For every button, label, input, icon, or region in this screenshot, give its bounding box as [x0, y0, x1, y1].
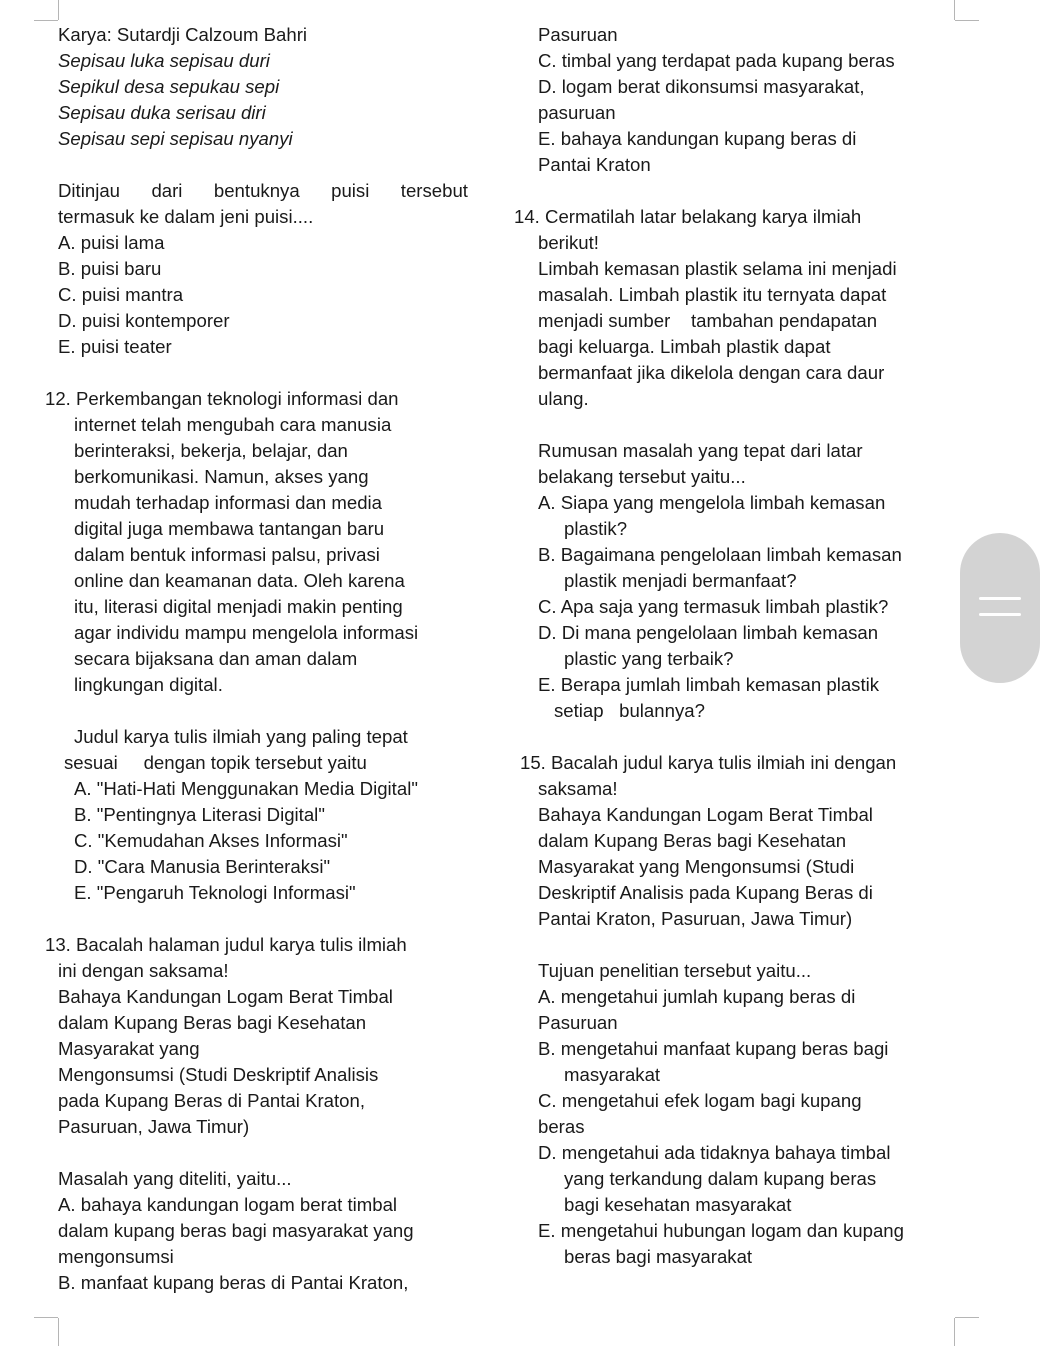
q14-line: 14. Cermatilah latar belakang karya ilmiah — [514, 206, 862, 227]
q13-line: Mengonsumsi (Studi Deskriptif Analisis — [58, 1064, 379, 1085]
q14-option: E. Berapa jumlah limbah kemasan plastik — [538, 674, 880, 695]
q15-line: Pantai Kraton, Pasuruan, Jawa Timur) — [538, 908, 853, 929]
q12-line: internet telah mengubah cara manusia — [74, 414, 392, 435]
q11-word: tersebut — [400, 180, 468, 201]
q15-option: A. mengetahui jumlah kupang beras di — [538, 986, 856, 1007]
q15-option: beras bagi masyarakat — [564, 1246, 753, 1267]
q15-option: B. mengetahui manfaat kupang beras bagi — [538, 1038, 889, 1059]
scroll-handle[interactable] — [960, 533, 1040, 683]
q15-line: Bahaya Kandungan Logam Berat Timbal — [538, 804, 873, 825]
q12-option: C. "Kemudahan Akses Informasi" — [74, 830, 348, 851]
q12-line: agar individu mampu mengelola informasi — [74, 622, 419, 643]
q15-line: dalam Kupang Beras bagi Kesehatan — [538, 830, 847, 851]
q13-line: ini dengan saksama! — [58, 960, 229, 981]
q14-line: Limbah kemasan plastik selama ini menjadi — [538, 258, 897, 279]
q15-line: Deskriptif Analisis pada Kupang Beras di — [538, 882, 873, 903]
q15-line: 15. Bacalah judul karya tulis ilmiah ini dengan — [520, 752, 897, 773]
q13-line: Pasuruan, Jawa Timur) — [58, 1116, 250, 1137]
q14-option: plastik? — [564, 518, 628, 539]
q13-option: A. bahaya kandungan logam berat timbal — [58, 1194, 398, 1215]
q11-option: C. puisi mantra — [58, 284, 184, 305]
crop-mark-bottom-left — [34, 1317, 58, 1346]
q12-line: mudah terhadap informasi dan media — [74, 492, 383, 513]
poem-author: Karya: Sutardji Calzoum Bahri — [58, 24, 308, 45]
q13-cont-line: pasuruan — [538, 102, 616, 123]
q11-stem-line2: termasuk ke dalam jeni puisi.... — [58, 206, 314, 227]
q12-line: online dan keamanan data. Oleh karena — [74, 570, 405, 591]
q14-line: ulang. — [538, 388, 589, 409]
q13-line: Masyarakat yang — [58, 1038, 200, 1059]
q13-line: dalam Kupang Beras bagi Kesehatan — [58, 1012, 367, 1033]
q12-line: berinteraksi, bekerja, belajar, dan — [74, 440, 348, 461]
q13-line: pada Kupang Beras di Pantai Kraton, — [58, 1090, 366, 1111]
poem-line: Sepisau luka sepisau duri — [58, 50, 270, 71]
q12-question: sesuai dengan topik tersebut yaitu — [64, 752, 367, 773]
q12-line: digital juga membawa tantangan baru — [74, 518, 385, 539]
q12-option: B. "Pentingnya Literasi Digital" — [74, 804, 325, 825]
q12-line: dalam bentuk informasi palsu, privasi — [74, 544, 380, 565]
q14-question: Rumusan masalah yang tepat dari latar — [538, 440, 863, 461]
q11-word: Ditinjau — [58, 180, 121, 201]
q11-option: B. puisi baru — [58, 258, 162, 279]
q14-option: plastik menjadi bermanfaat? — [564, 570, 797, 591]
q13-line: 13. Bacalah halaman judul karya tulis ilmiah — [45, 934, 407, 955]
q15-option: C. mengetahui efek logam bagi kupang — [538, 1090, 862, 1111]
q14-line: berikut! — [538, 232, 599, 253]
q13-question: Masalah yang diteliti, yaitu... — [58, 1168, 292, 1189]
q12-line: itu, literasi digital menjadi makin penting — [74, 596, 403, 617]
q11-option: E. puisi teater — [58, 336, 172, 357]
q15-option: beras — [538, 1116, 585, 1137]
q12-option: A. "Hati-Hati Menggunakan Media Digital" — [74, 778, 418, 799]
poem-line: Sepikul desa sepukau sepi — [58, 76, 280, 97]
q14-option: A. Siapa yang mengelola limbah kemasan — [538, 492, 886, 513]
q13-line: Bahaya Kandungan Logam Berat Timbal — [58, 986, 393, 1007]
q15-option: yang terkandung dalam kupang beras — [564, 1168, 877, 1189]
q13-cont-line: Pasuruan — [538, 24, 618, 45]
q15-option: Pasuruan — [538, 1012, 618, 1033]
q15-line: Masyarakat yang Mengonsumsi (Studi — [538, 856, 855, 877]
poem-line: Sepisau sepi sepisau nyanyi — [58, 128, 293, 149]
q11-word: bentuknya — [213, 180, 300, 201]
q15-question: Tujuan penelitian tersebut yaitu... — [538, 960, 812, 981]
q13-option: B. manfaat kupang beras di Pantai Kraton, — [58, 1272, 409, 1293]
q12-line: 12. Perkembangan teknologi informasi dan — [45, 388, 399, 409]
grip-line-icon — [979, 613, 1021, 616]
right-column — [514, 22, 954, 1270]
q12-line: berkomunikasi. Namun, akses yang — [74, 466, 369, 487]
q15-line: saksama! — [538, 778, 618, 799]
q12-line: lingkungan digital. — [74, 674, 223, 695]
q14-line: masalah. Limbah plastik itu ternyata dapat — [538, 284, 887, 305]
q15-option: masyarakat — [564, 1064, 661, 1085]
q14-option: D. Di mana pengelolaan limbah kemasan — [538, 622, 879, 643]
q11-stem-line — [58, 178, 468, 204]
q14-option: C. Apa saja yang termasuk limbah plastik? — [538, 596, 889, 617]
q14-option: setiap bulannya? — [554, 700, 705, 721]
q15-option: E. mengetahui hubungan logam dan kupang — [538, 1220, 904, 1241]
q13-cont-line: D. logam berat dikonsumsi masyarakat, — [538, 76, 865, 97]
q11-option: A. puisi lama — [58, 232, 165, 253]
q12-question: Judul karya tulis ilmiah yang paling tepat — [74, 726, 408, 747]
q14-line: bermanfaat jika dikelola dengan cara daur — [538, 362, 885, 383]
q15-option: D. mengetahui ada tidaknya bahaya timbal — [538, 1142, 891, 1163]
q12-line: secara bijaksana dan aman dalam — [74, 648, 358, 669]
poem-line: Sepisau duka serisau diri — [58, 102, 266, 123]
q11-word: dari — [151, 180, 183, 201]
crop-mark-top-right — [955, 0, 979, 21]
crop-mark-top-left — [34, 0, 58, 21]
q15-option: bagi kesehatan masyarakat — [564, 1194, 792, 1215]
q11-option: D. puisi kontemporer — [58, 310, 230, 331]
q14-option: B. Bagaimana pengelolaan limbah kemasan — [538, 544, 902, 565]
q14-line: menjadi sumber tambahan pendapatan — [538, 310, 878, 331]
q13-option: mengonsumsi — [58, 1246, 174, 1267]
q14-question: belakang tersebut yaitu... — [538, 466, 746, 487]
q13-option: dalam kupang beras bagi masyarakat yang — [58, 1220, 414, 1241]
q14-option: plastic yang terbaik? — [564, 648, 734, 669]
q13-cont-line: E. bahaya kandungan kupang beras di — [538, 128, 857, 149]
crop-mark-bottom-right — [955, 1317, 979, 1346]
q11-word: puisi — [331, 180, 370, 201]
q13-cont-line: Pantai Kraton — [538, 154, 651, 175]
left-column — [45, 22, 478, 1296]
q14-line: bagi keluarga. Limbah plastik dapat — [538, 336, 831, 357]
q12-option: D. "Cara Manusia Berinteraksi" — [74, 856, 331, 877]
q12-option: E. "Pengaruh Teknologi Informasi" — [74, 882, 356, 903]
q13-cont-line: C. timbal yang terdapat pada kupang beras — [538, 50, 895, 71]
grip-line-icon — [979, 597, 1021, 600]
